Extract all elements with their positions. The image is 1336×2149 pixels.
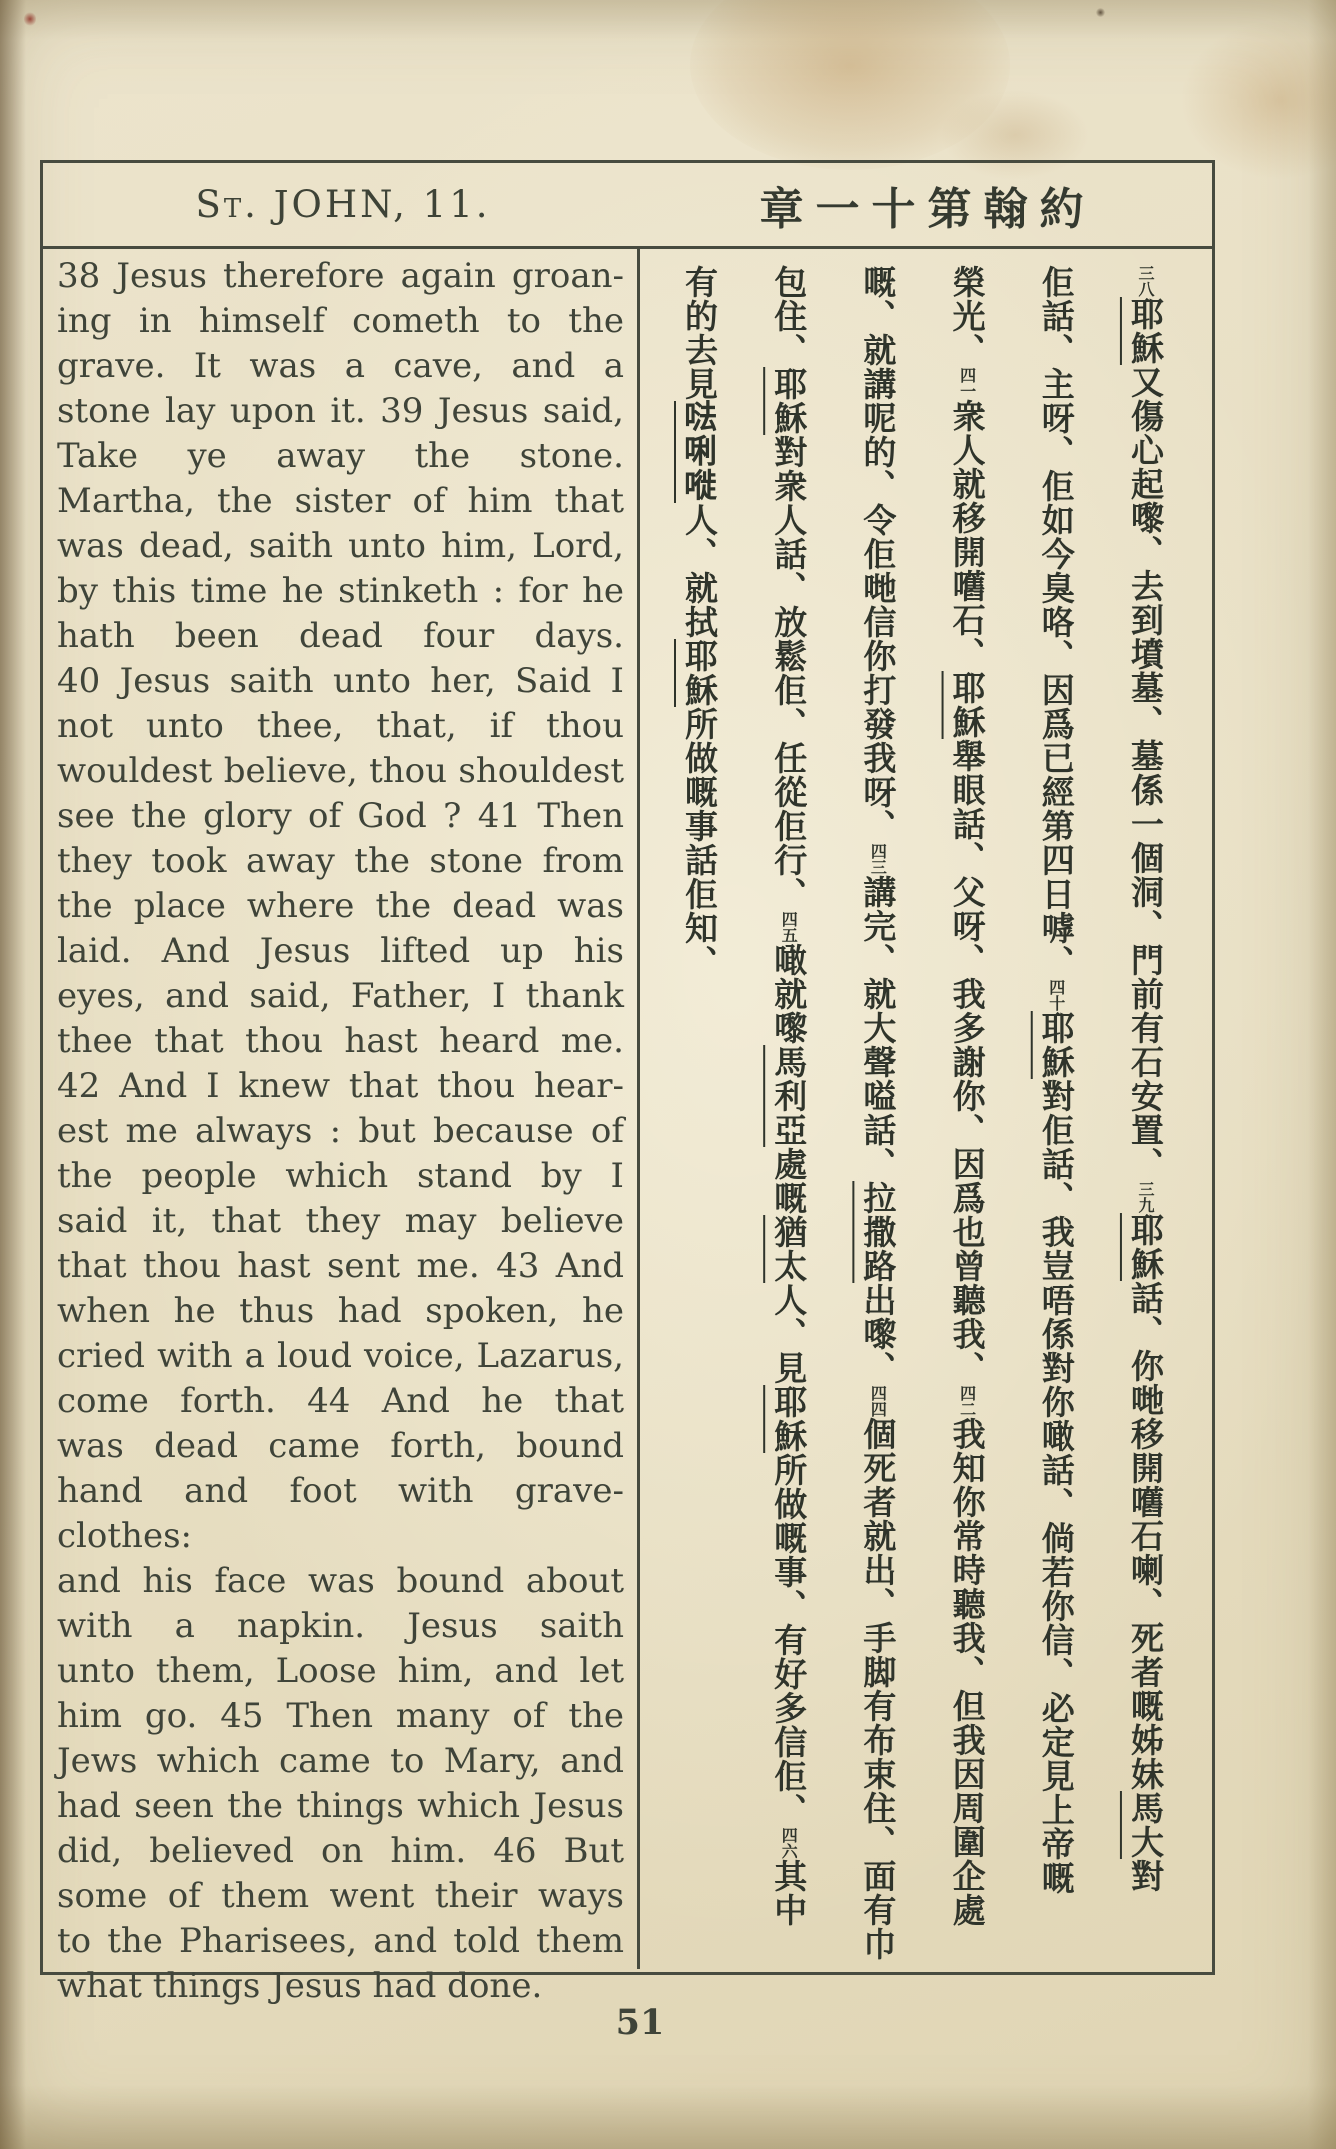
verse-text: 其中 bbox=[769, 1859, 809, 1927]
verse-number-mark: 四三 bbox=[868, 843, 888, 875]
verse-text: 我知你常時聽我、但我因周圍企處 bbox=[947, 1417, 987, 1927]
english-verse-text bbox=[57, 254, 624, 2009]
page-number: 51 bbox=[615, 2002, 665, 2043]
text-line: to the Pharisees, and told them bbox=[57, 1921, 624, 1961]
running-head-english: St. JOHN, 11. bbox=[195, 183, 491, 226]
english-text-column bbox=[43, 249, 640, 2006]
text-line: the place where the dead was bbox=[57, 886, 624, 926]
verse-text: 對 bbox=[1125, 1859, 1165, 1893]
text-line: laid. And Jesus lifted up his bbox=[57, 931, 624, 971]
text-line: was dead, saith unto him, Lord, bbox=[57, 526, 624, 566]
verse-text: 個死者就出、手脚有布束住、面有巾 bbox=[858, 1417, 898, 1961]
proper-noun: 耶穌 bbox=[1125, 297, 1165, 365]
page-body bbox=[43, 249, 1212, 2006]
verse-number-mark: 四一 bbox=[957, 367, 977, 399]
verse-text: 有的去見 bbox=[680, 265, 719, 401]
text-line: hand and foot with grave-clothes: bbox=[57, 1471, 624, 1556]
text-line: with a napkin. Jesus saith bbox=[57, 1606, 624, 1646]
text-line: they took away the stone from bbox=[57, 841, 624, 881]
verse-text: 舉眼話、父呀、我多謝你、因爲也曾聽我、 bbox=[947, 739, 987, 1385]
text-line: not unto thee, that, if thou bbox=[57, 706, 624, 746]
chinese-column-1 bbox=[1118, 265, 1172, 1955]
proper-noun: 耶穌 bbox=[947, 671, 987, 739]
chinese-column-6 bbox=[672, 265, 726, 1955]
proper-noun: 猶太 bbox=[769, 1215, 809, 1283]
page-frame bbox=[40, 160, 1215, 2006]
text-line: hath been dead four days. bbox=[57, 616, 624, 656]
verse-number-mark: 四十 bbox=[1046, 979, 1066, 1011]
verse-text: 出嚟、 bbox=[858, 1283, 898, 1385]
page-edge-shadow-right bbox=[1308, 0, 1336, 2149]
chinese-column-3 bbox=[940, 265, 994, 1955]
text-line: see the glory of God ? 41 Then bbox=[57, 796, 624, 836]
text-line: had seen the things which Jesus bbox=[57, 1786, 624, 1826]
verse-text: 所做嘅事、有好多信佢、 bbox=[769, 1453, 809, 1827]
proper-noun: 耶穌 bbox=[1125, 1213, 1165, 1281]
verse-number-mark: 三九 bbox=[1135, 1181, 1155, 1213]
text-line: cried with a loud voice, Lazarus, bbox=[57, 1336, 624, 1376]
text-line: by this time he stinketh : for he bbox=[57, 571, 624, 611]
verse-text: 噉就嚟 bbox=[769, 943, 809, 1045]
page-edge-shadow-bottom bbox=[0, 2085, 1336, 2149]
chinese-column-2 bbox=[1029, 265, 1083, 1955]
verse-text: 人、見 bbox=[769, 1283, 809, 1385]
verse-text: 佢話、主呀、佢如今臭咯、因爲已經第四日嘑、 bbox=[1036, 265, 1076, 979]
paper-stain bbox=[1180, 20, 1336, 180]
text-line: when he thus had spoken, he bbox=[57, 1291, 624, 1331]
text-line: eyes, and said, Father, I thank bbox=[57, 976, 624, 1016]
text-line: did, believed on him. 46 But bbox=[57, 1831, 624, 1871]
text-line: was dead came forth, bound bbox=[57, 1426, 624, 1466]
text-line: come forth. 44 And he that bbox=[57, 1381, 624, 1421]
text-line: 40 Jesus saith unto her, Said I bbox=[57, 661, 624, 701]
text-line: Take ye away the stone. bbox=[57, 436, 624, 476]
verse-text: 人、就拭 bbox=[680, 503, 719, 639]
running-head-chinese: 章一十第翰約 bbox=[759, 183, 1096, 235]
chinese-text-columns bbox=[640, 249, 1212, 1969]
verse-number-mark: 四四 bbox=[868, 1385, 888, 1417]
proper-noun: 拉撒路 bbox=[858, 1181, 898, 1283]
page-edge-shadow-top bbox=[0, 0, 1336, 40]
page-edge-shadow-left bbox=[0, 0, 26, 2149]
text-line: Martha, the sister of him that bbox=[57, 481, 624, 521]
ink-speck bbox=[24, 12, 36, 26]
chinese-column-4 bbox=[850, 265, 904, 1961]
verse-text: 嘅、就講呢的、令佢哋信你打發我呀、 bbox=[858, 265, 898, 843]
proper-noun: 馬利亞 bbox=[769, 1045, 809, 1147]
text-line: ing in himself cometh to the bbox=[57, 301, 624, 341]
verse-text: 講完、就大聲嗌話、 bbox=[858, 875, 898, 1181]
text-line: stone lay upon it. 39 Jesus said, bbox=[57, 391, 624, 431]
text-line: 38 Jesus therefore again groan- bbox=[57, 256, 624, 296]
proper-noun: 馬大 bbox=[1125, 1791, 1165, 1859]
verse-text: 衆人就移開嚿石、 bbox=[947, 399, 987, 671]
text-line: wouldest believe, thou shouldest bbox=[57, 751, 624, 791]
running-head bbox=[43, 163, 1212, 249]
proper-noun: 耶穌 bbox=[1036, 1011, 1076, 1079]
text-line: grave. It was a cave, and a bbox=[57, 346, 624, 386]
text-line: some of them went their ways bbox=[57, 1876, 624, 1916]
text-line: est me always : but because of bbox=[57, 1111, 624, 1151]
proper-noun: 耶穌 bbox=[769, 367, 809, 435]
text-line: said it, that they may believe bbox=[57, 1201, 624, 1241]
text-line: him go. 45 Then many of the bbox=[57, 1696, 624, 1736]
verse-text: 對佢話、我豈唔係對你噉話、倘若你信、必定見上帝嘅 bbox=[1036, 1079, 1076, 1895]
verse-text: 又傷心起嚟、去到墳墓、墓係一個洞、門前有石安置、 bbox=[1125, 365, 1165, 1181]
text-line: that thou hast sent me. 43 And bbox=[57, 1246, 624, 1286]
verse-text: 榮光、 bbox=[947, 265, 987, 367]
chinese-column-5 bbox=[761, 265, 815, 1955]
verse-text: 所做嘅事話佢知、 bbox=[680, 707, 719, 979]
verse-text: 處嘅 bbox=[769, 1147, 809, 1215]
text-line: the people which stand by I bbox=[57, 1156, 624, 1196]
text-line: 42 And I knew that thou hear- bbox=[57, 1066, 624, 1106]
text-line: and his face was bound about bbox=[57, 1561, 624, 1601]
ink-speck bbox=[1096, 8, 1105, 17]
verse-number-mark: 四六 bbox=[779, 1827, 799, 1859]
verse-text: 對衆人話、放鬆佢、任從佢行、 bbox=[769, 435, 809, 911]
proper-noun: 𠵽唎嘥 bbox=[680, 401, 719, 503]
verse-number-mark: 四五 bbox=[779, 911, 799, 943]
text-line: thee that thou hast heard me. bbox=[57, 1021, 624, 1061]
text-line: Jews which came to Mary, and bbox=[57, 1741, 624, 1781]
verse-number-mark: 三八 bbox=[1135, 265, 1155, 297]
text-line: unto them, Loose him, and let bbox=[57, 1651, 624, 1691]
verse-text: 包住、 bbox=[769, 265, 809, 367]
proper-noun: 耶穌 bbox=[769, 1385, 809, 1453]
verse-number-mark: 四二 bbox=[957, 1385, 977, 1417]
verse-text: 話、你哋移開嚿石喇、死者嘅姊妹 bbox=[1125, 1281, 1165, 1791]
proper-noun: 耶穌 bbox=[680, 639, 719, 707]
text-line: what things Jesus had done. bbox=[57, 1966, 543, 2006]
